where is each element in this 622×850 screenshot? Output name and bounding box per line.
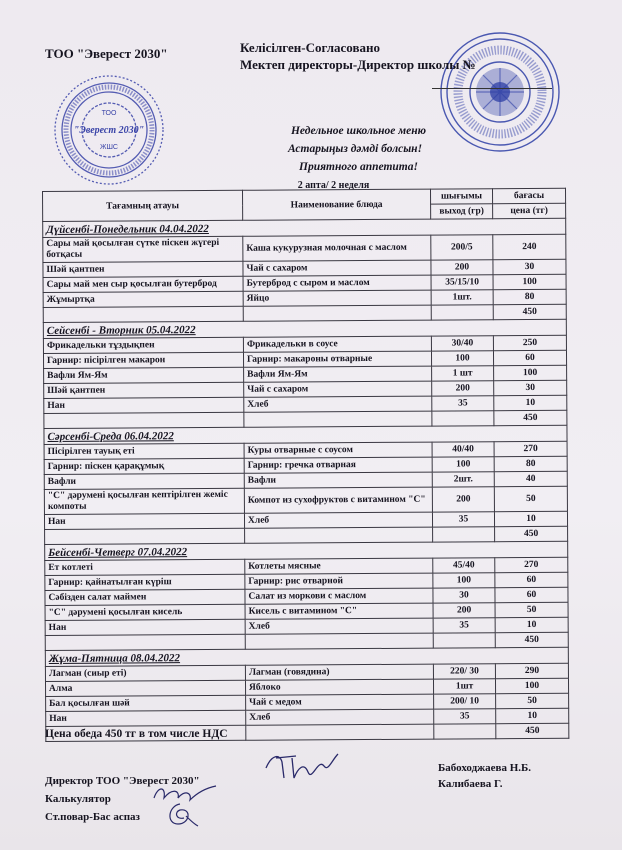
dish-kz: Нан bbox=[44, 513, 244, 529]
dish-kz: "С" дәрумені қосылған кептірілген жеміс компоты bbox=[44, 488, 244, 514]
dish-kz: Шәй қантпен bbox=[44, 382, 244, 398]
dish-price: 100 bbox=[495, 678, 568, 693]
dish-price: 80 bbox=[494, 456, 567, 471]
dish-output: 2шт. bbox=[432, 472, 494, 487]
week-label: 2 апта/ 2 неделя bbox=[297, 180, 370, 191]
dish-kz: Алма bbox=[45, 680, 245, 696]
dish-output: 35 bbox=[433, 618, 495, 633]
company-name: ТОО "Эверест 2030" bbox=[45, 46, 168, 61]
dish-price: 50 bbox=[496, 693, 569, 708]
dish-kz: Вафли Ям-Ям bbox=[44, 367, 244, 383]
dish-ru bbox=[246, 724, 434, 740]
menu-title: Недельное школьное меню bbox=[290, 125, 427, 137]
dish-price: 30 bbox=[493, 259, 566, 274]
dish-output: 100 bbox=[431, 351, 493, 366]
dish-price: 290 bbox=[495, 663, 568, 678]
dish-kz bbox=[45, 528, 245, 544]
dish-ru: Чай с медом bbox=[246, 694, 434, 710]
dish-output: 1 шт bbox=[432, 366, 494, 381]
dish-kz: Бал қосылған шәй bbox=[46, 695, 246, 711]
dish-ru: Вафли Ям-Ям bbox=[244, 366, 432, 382]
header-price-top: бағасы bbox=[492, 188, 565, 203]
dish-ru: Компот из сухофруктов с витамином "С" bbox=[244, 487, 432, 513]
approval-heading: Келісілген-Согласовано bbox=[240, 40, 380, 55]
dish-price: 100 bbox=[493, 274, 566, 289]
dish-kz: Нан bbox=[44, 397, 244, 413]
dish-price: 60 bbox=[495, 587, 568, 602]
dish-kz: Фрикадельки тұздықпен bbox=[43, 337, 243, 353]
dish-price: 10 bbox=[494, 395, 567, 410]
dish-output: 30/40 bbox=[431, 336, 493, 351]
dish-output: 220/ 30 bbox=[433, 664, 495, 679]
dish-output: 200 bbox=[432, 381, 494, 396]
dish-ru: Каша кукурузная молочная с маслом bbox=[243, 235, 431, 261]
chef-signature bbox=[160, 800, 200, 830]
dish-price: 100 bbox=[494, 365, 567, 380]
approval-director-line: Мектеп директоры-Директор школы № bbox=[240, 57, 476, 72]
dish-output: 200 bbox=[431, 260, 493, 275]
dish-kz: Ет котлеті bbox=[45, 559, 245, 575]
left-stamp-text-main: "Эверест 2030" bbox=[73, 125, 145, 136]
header-output-top: шығымы bbox=[430, 189, 492, 204]
dish-output: 45/40 bbox=[433, 558, 495, 573]
dish-ru: Яблоко bbox=[245, 679, 433, 695]
dish-output bbox=[433, 527, 495, 542]
dish-ru: Хлеб bbox=[244, 512, 432, 528]
dish-price: 50 bbox=[495, 602, 568, 617]
dish-price: 250 bbox=[493, 335, 566, 350]
dish-output: 35 bbox=[432, 512, 494, 527]
day-title: Сәрсенбі-Среда 06.04.2022 bbox=[44, 425, 567, 444]
dish-kz: Жұмыртқа bbox=[43, 291, 243, 307]
dish-kz: Гарнир: қайнатылған күріш bbox=[45, 574, 245, 590]
dish-kz: Шәй қантпен bbox=[43, 261, 243, 277]
dish-output: 200/ 10 bbox=[434, 694, 496, 709]
dish-kz bbox=[43, 306, 243, 322]
dish-kz: Сәбізден салат маймен bbox=[45, 589, 245, 605]
dish-kz: Гарнир: піскен қарақұмық bbox=[44, 458, 244, 474]
header-kz-name: Тағамның атауы bbox=[43, 190, 243, 221]
dish-ru: Хлеб bbox=[244, 396, 432, 412]
dish-kz: Нан bbox=[46, 710, 246, 726]
dish-ru: Салат из моркови с маслом bbox=[245, 588, 433, 604]
dish-output: 40/40 bbox=[432, 442, 494, 457]
day-total: 450 bbox=[493, 304, 566, 319]
dish-kz: Гарнир: пісірілген макарон bbox=[43, 352, 243, 368]
dish-kz: Пісірілген тауық еті bbox=[44, 443, 244, 459]
dish-kz: Вафли bbox=[44, 473, 244, 489]
dish-output: 200/5 bbox=[431, 235, 493, 260]
dish-ru: Чай с сахаром bbox=[243, 260, 431, 276]
dish-price: 50 bbox=[494, 486, 567, 511]
dish-price: 60 bbox=[493, 350, 566, 365]
signer-chef-role: Ст.повар-Бас аспаз bbox=[45, 811, 140, 823]
dish-price: 10 bbox=[494, 511, 567, 526]
table-row bbox=[44, 486, 567, 514]
dish-output: 200 bbox=[432, 487, 494, 512]
dish-output: 35 bbox=[432, 396, 494, 411]
approval-signature-line bbox=[432, 88, 552, 89]
menu-wish-ru: Приятного аппетита! bbox=[299, 161, 418, 173]
left-stamp-text-top: ТОО bbox=[101, 110, 117, 117]
dish-output: 100 bbox=[432, 457, 494, 472]
dish-ru: Гарнир: гречка отварная bbox=[244, 457, 432, 473]
dish-ru: Кисель с витамином "С" bbox=[245, 603, 433, 619]
dish-output: 200 bbox=[433, 603, 495, 618]
header-ru-name: Наименование блюда bbox=[242, 189, 430, 220]
header-price-bottom: цена (тг) bbox=[493, 203, 566, 218]
dish-kz bbox=[45, 634, 245, 650]
table-row bbox=[43, 234, 566, 262]
dish-price: 10 bbox=[495, 617, 568, 632]
dish-price: 60 bbox=[495, 572, 568, 587]
dish-ru bbox=[245, 633, 433, 649]
dish-output: 1шт bbox=[433, 679, 495, 694]
header-output-bottom: выход (гр) bbox=[431, 204, 493, 219]
dish-output bbox=[433, 633, 495, 648]
day-title: Бейсенбі-Четверг 07.04.2022 bbox=[45, 541, 568, 560]
dish-price: 30 bbox=[494, 380, 567, 395]
dish-output: 35 bbox=[434, 709, 496, 724]
dish-output bbox=[434, 724, 496, 739]
dish-ru bbox=[243, 305, 431, 321]
dish-output: 35/15/10 bbox=[431, 275, 493, 290]
dish-price: 240 bbox=[493, 234, 566, 259]
day-total: 450 bbox=[495, 632, 568, 647]
menu-table bbox=[42, 188, 569, 742]
day-total: 450 bbox=[494, 410, 567, 425]
signer-director-role: Директор ТОО "Эверест 2030" bbox=[45, 775, 200, 787]
dish-output bbox=[432, 411, 494, 426]
dish-ru bbox=[244, 411, 432, 427]
dish-ru: Яйцо bbox=[243, 290, 431, 306]
dish-ru: Хлеб bbox=[245, 618, 433, 634]
dish-ru: Бутерброд с сыром и маслом bbox=[243, 275, 431, 291]
left-stamp-text-bottom: ЖШС bbox=[100, 144, 118, 151]
dish-ru: Котлеты мясные bbox=[245, 558, 433, 574]
dish-ru: Гарнир: рис отварной bbox=[245, 573, 433, 589]
day-title: Жұма-Пятница 08.04.2022 bbox=[45, 647, 568, 666]
dish-kz: Лагман (сиыр еті) bbox=[45, 665, 245, 681]
dish-price: 270 bbox=[494, 441, 567, 456]
dish-ru: Фрикадельки в соусе bbox=[243, 336, 431, 352]
day-title: Дүйсенбі-Понедельник 04.04.2022 bbox=[43, 218, 566, 237]
dish-ru: Хлеб bbox=[246, 709, 434, 725]
dish-output: 30 bbox=[433, 588, 495, 603]
director-signature bbox=[262, 748, 342, 788]
dish-kz: Сары май қосылған сүтке піскен жүгері ботқасы bbox=[43, 236, 243, 262]
day-total: 450 bbox=[496, 723, 569, 738]
dish-ru: Лагман (говядина) bbox=[245, 664, 433, 680]
dish-ru: Чай с сахаром bbox=[244, 381, 432, 397]
signer-director-name: Бабоходжаева Н.Б. bbox=[438, 762, 532, 774]
dish-kz: Сары май мен сыр қосылған бутерброд bbox=[43, 276, 243, 292]
dish-kz bbox=[44, 412, 244, 428]
menu-wish-kz: Астарыңыз дәмді болсын! bbox=[287, 143, 423, 155]
day-title: Сейсенбі - Вторник 05.04.2022 bbox=[43, 319, 566, 338]
dish-price: 80 bbox=[493, 289, 566, 304]
menu-table-body bbox=[43, 218, 569, 741]
day-total: 450 bbox=[495, 526, 568, 541]
dish-ru: Гарнир: макароны отварные bbox=[243, 351, 431, 367]
dish-price: 10 bbox=[496, 708, 569, 723]
dish-kz: "С" дәрумені қосылған кисель bbox=[45, 604, 245, 620]
dish-ru: Вафли bbox=[244, 472, 432, 488]
dish-price: 40 bbox=[494, 471, 567, 486]
signer-calculator-name: Калибаева Г. bbox=[438, 778, 503, 790]
dish-output: 100 bbox=[433, 573, 495, 588]
dish-kz: Нан bbox=[45, 619, 245, 635]
signer-calculator-role: Калькулятор bbox=[45, 793, 111, 805]
dish-output: 1шт. bbox=[431, 290, 493, 305]
dish-output bbox=[431, 305, 493, 320]
dish-ru: Куры отварные с соусом bbox=[244, 442, 432, 458]
dish-ru bbox=[245, 527, 433, 543]
lunch-price-note: Цена обеда 450 тг в том числе НДС bbox=[45, 728, 228, 740]
dish-price: 270 bbox=[495, 557, 568, 572]
